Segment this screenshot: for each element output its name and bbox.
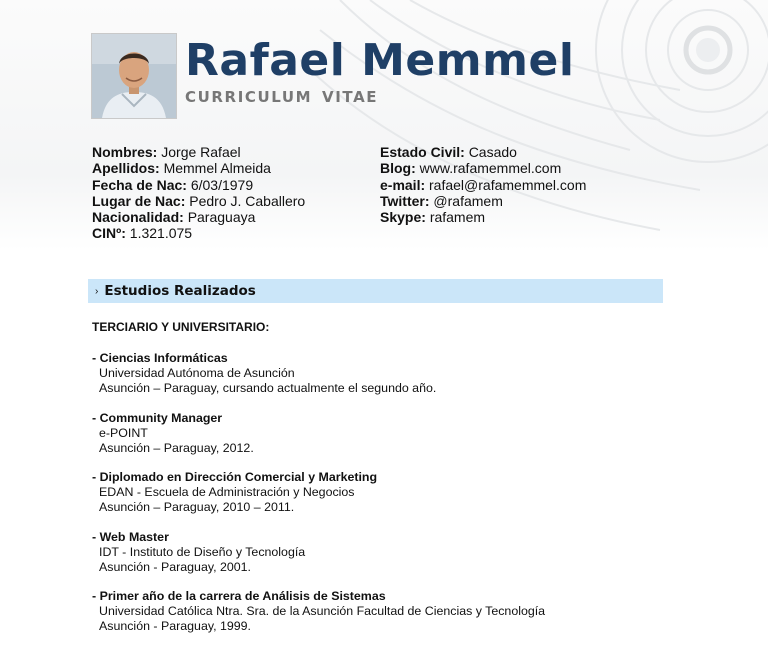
field-value: 6/03/1979	[190, 176, 254, 193]
entry-institution: IDT - Instituto de Diseño y Tecnología	[99, 544, 306, 559]
personal-row-fecha-nac	[92, 177, 305, 193]
field-label: Lugar de Nac:	[92, 192, 186, 209]
field-value: Paraguaya	[187, 209, 256, 226]
personal-row-estado-civil	[380, 144, 586, 160]
field-label: Apellidos:	[92, 160, 160, 177]
field-value: Pedro J. Caballero	[189, 192, 306, 209]
field-value: Jorge Rafael	[161, 144, 241, 160]
education-entry	[92, 589, 732, 634]
field-label: Skype:	[380, 209, 426, 226]
personal-row-blog	[380, 160, 586, 176]
entry-title: - Primer año de la carrera de Análisis de Sistemas	[92, 589, 386, 604]
entry-title: - Web Master	[92, 529, 169, 544]
entry-institution: Universidad Autónoma de Asunción	[99, 366, 295, 380]
entry-location-date: Asunción - Paraguay, 2001.	[99, 559, 251, 574]
personal-row-email	[380, 177, 586, 193]
entry-title: - Ciencias Informáticas	[92, 351, 228, 365]
profile-photo	[91, 33, 177, 119]
field-value: Casado	[468, 144, 517, 160]
field-label: Nombres:	[92, 144, 158, 160]
education-list	[92, 351, 732, 649]
field-value: Memmel Almeida	[163, 160, 271, 177]
skype-handle: rafamem	[429, 209, 486, 226]
education-entry	[92, 530, 732, 575]
section-title: Estudios Realizados	[104, 283, 256, 299]
education-entry	[92, 470, 732, 515]
education-category: TERCIARIO Y UNIVERSITARIO:	[92, 320, 270, 334]
field-label: Estado Civil:	[380, 144, 465, 160]
field-label: Fecha de Nac:	[92, 176, 187, 193]
field-label: Blog:	[380, 160, 416, 177]
document-subtitle: CURRICULUM VITAE	[185, 88, 379, 106]
personal-row-cin	[92, 225, 305, 241]
entry-title: - Diplomado en Dirección Comercial y Marketing	[92, 470, 378, 485]
personal-row-lugar-nac	[92, 193, 305, 209]
personal-info-right	[380, 144, 586, 225]
blog-link[interactable]: www.rafamemmel.com	[419, 160, 562, 177]
entry-location-date: Asunción – Paraguay, 2012.	[99, 440, 254, 455]
email-link[interactable]: rafael@rafamemmel.com	[429, 176, 587, 193]
entry-institution: EDAN - Escuela de Administración y Negocios	[99, 485, 355, 500]
entry-institution: e-POINT	[99, 425, 148, 440]
entry-title: - Community Manager	[92, 410, 223, 425]
personal-row-twitter	[380, 193, 586, 209]
field-label: Nacionalidad:	[92, 209, 184, 226]
twitter-handle: @rafamem	[433, 192, 503, 209]
personal-row-nacionalidad	[92, 209, 305, 225]
personal-row-apellidos	[92, 160, 305, 176]
entry-location-date: Asunción – Paraguay, 2010 – 2011.	[99, 500, 295, 515]
personal-row-skype	[380, 209, 586, 225]
field-value: 1.321.075	[129, 225, 193, 242]
education-entry	[92, 351, 732, 396]
field-label: CINº:	[92, 225, 126, 242]
arrow-right-icon: ›	[95, 285, 99, 297]
field-label: e-mail:	[380, 176, 426, 193]
personal-info-left	[92, 144, 305, 242]
field-label: Twitter:	[380, 192, 430, 209]
entry-institution: Universidad Católica Ntra. Sra. de la Asunción Facultad de Ciencias y Tecnología	[99, 604, 546, 619]
candidate-name: Rafael Memmel	[185, 35, 575, 86]
education-entry	[92, 411, 732, 456]
personal-row-nombres	[92, 144, 305, 160]
entry-location-date: Asunción – Paraguay, cursando actualmente el segundo año.	[99, 381, 437, 395]
entry-location-date: Asunción - Paraguay, 1999.	[99, 619, 251, 634]
section-header-estudios	[88, 279, 663, 303]
